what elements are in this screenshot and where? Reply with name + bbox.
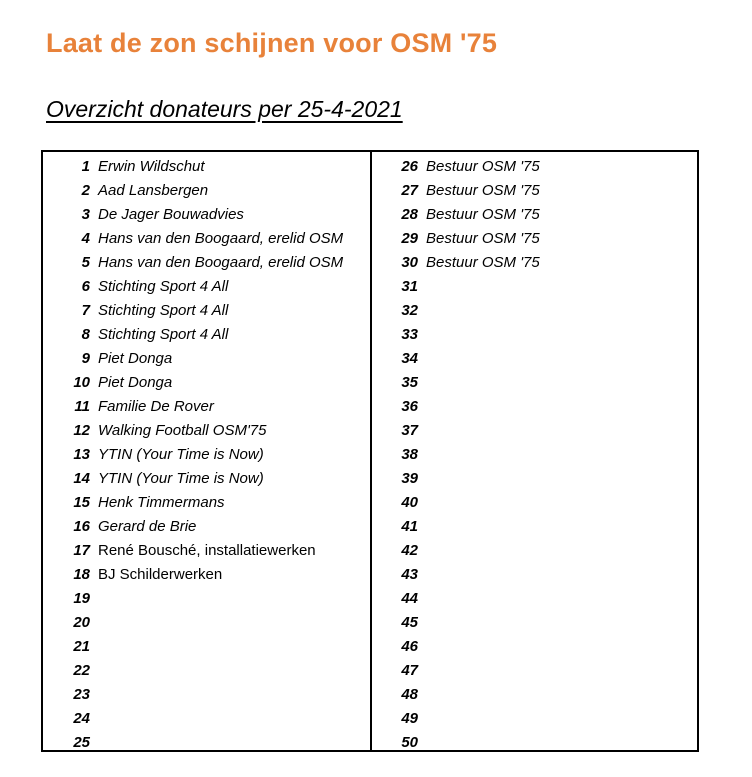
donor-number: 28 xyxy=(401,205,418,223)
donor-row xyxy=(372,226,697,250)
donor-number: 29 xyxy=(401,229,418,247)
donor-number: 48 xyxy=(401,685,418,703)
donor-row xyxy=(43,298,370,322)
donor-row xyxy=(372,634,697,658)
donor-number: 32 xyxy=(401,301,418,319)
donor-row xyxy=(372,610,697,634)
donor-number: 27 xyxy=(401,181,418,199)
donor-number: 7 xyxy=(81,301,90,319)
donor-row xyxy=(43,202,370,226)
donor-row xyxy=(43,682,370,706)
donor-name: Familie De Rover xyxy=(98,397,214,415)
donor-name: YTIN (Your Time is Now) xyxy=(98,469,264,487)
donor-row xyxy=(372,346,697,370)
donor-number: 40 xyxy=(401,493,418,511)
donor-row xyxy=(43,442,370,466)
donor-number: 36 xyxy=(401,397,418,415)
donor-row xyxy=(43,346,370,370)
donor-name: De Jager Bouwadvies xyxy=(98,205,244,223)
donor-row xyxy=(372,202,697,226)
donor-number: 33 xyxy=(401,325,418,343)
donor-name: Gerard de Brie xyxy=(98,517,197,535)
donor-name: Piet Donga xyxy=(98,373,173,391)
donor-name: Bestuur OSM '75 xyxy=(426,157,540,175)
donor-number: 31 xyxy=(401,277,418,295)
donor-number: 10 xyxy=(73,373,90,391)
donor-row xyxy=(43,394,370,418)
donor-name: Bestuur OSM '75 xyxy=(426,229,540,247)
donor-row xyxy=(372,682,697,706)
page-subtitle: Overzicht donateurs per 25-4-2021 xyxy=(46,96,403,122)
donor-row xyxy=(43,322,370,346)
donor-number: 39 xyxy=(401,469,418,487)
donor-number: 5 xyxy=(81,253,90,271)
donor-number: 23 xyxy=(73,685,90,703)
donor-number: 8 xyxy=(81,325,90,343)
donor-row xyxy=(372,418,697,442)
donor-number: 47 xyxy=(401,661,418,679)
donor-name: Bestuur OSM '75 xyxy=(426,205,540,223)
donor-name: Bestuur OSM '75 xyxy=(426,253,540,271)
donor-row xyxy=(372,514,697,538)
donor-row xyxy=(43,586,370,610)
donor-row xyxy=(372,274,697,298)
donor-number: 35 xyxy=(401,373,418,391)
donor-row xyxy=(43,274,370,298)
donor-number: 21 xyxy=(73,637,90,655)
donor-row xyxy=(372,178,697,202)
donor-number: 42 xyxy=(401,541,418,559)
donor-number: 4 xyxy=(81,229,90,247)
donor-number: 25 xyxy=(73,733,90,751)
donor-name: Aad Lansbergen xyxy=(98,181,209,199)
donor-row xyxy=(372,658,697,682)
donor-column-right xyxy=(372,152,697,750)
donor-row xyxy=(43,226,370,250)
donor-number: 14 xyxy=(73,469,90,487)
donor-name: Stichting Sport 4 All xyxy=(98,277,229,295)
donor-column-left xyxy=(43,152,372,750)
donor-number: 3 xyxy=(81,205,90,223)
donor-row xyxy=(372,706,697,730)
donor-name: Hans van den Boogaard, erelid OSM xyxy=(98,253,344,271)
donor-name: YTIN (Your Time is Now) xyxy=(98,445,264,463)
donor-row xyxy=(43,418,370,442)
donor-number: 1 xyxy=(81,157,90,175)
donor-row xyxy=(372,562,697,586)
donor-row xyxy=(372,370,697,394)
donor-name: Hans van den Boogaard, erelid OSM xyxy=(98,229,344,247)
donor-number: 12 xyxy=(73,421,90,439)
donor-number: 13 xyxy=(73,445,90,463)
donor-row xyxy=(43,154,370,178)
donor-number: 43 xyxy=(401,565,418,583)
donor-number: 19 xyxy=(73,589,90,607)
page-title: Laat de zon schijnen voor OSM '75 xyxy=(46,28,498,58)
donor-row xyxy=(43,490,370,514)
donor-name: Henk Timmermans xyxy=(98,493,225,511)
donor-number: 2 xyxy=(81,181,90,199)
donor-row xyxy=(372,322,697,346)
donor-row xyxy=(43,706,370,730)
donor-number: 26 xyxy=(401,157,418,175)
donor-name: Piet Donga xyxy=(98,349,173,367)
donor-row xyxy=(43,538,370,562)
donor-number: 24 xyxy=(73,709,90,727)
donor-name: Walking Football OSM'75 xyxy=(98,421,267,439)
donor-row xyxy=(372,394,697,418)
donor-name: Stichting Sport 4 All xyxy=(98,325,229,343)
donor-name: Bestuur OSM '75 xyxy=(426,181,540,199)
donor-name: Stichting Sport 4 All xyxy=(98,301,229,319)
donor-number: 44 xyxy=(401,589,418,607)
donor-row xyxy=(43,250,370,274)
donor-row xyxy=(43,730,370,754)
donor-number: 38 xyxy=(401,445,418,463)
donor-row xyxy=(43,466,370,490)
donor-number: 34 xyxy=(401,349,418,367)
donor-row xyxy=(372,442,697,466)
donor-number: 37 xyxy=(401,421,418,439)
donor-row xyxy=(372,730,697,754)
donor-row xyxy=(43,634,370,658)
donor-name: René Bousché, installatiewerken xyxy=(98,541,316,559)
donor-number: 17 xyxy=(73,541,90,559)
donor-row xyxy=(43,178,370,202)
donor-table xyxy=(41,150,699,752)
donor-number: 9 xyxy=(81,349,90,367)
donor-row xyxy=(372,538,697,562)
donor-row xyxy=(372,586,697,610)
donor-number: 22 xyxy=(73,661,90,679)
donor-row xyxy=(43,610,370,634)
donor-number: 20 xyxy=(73,613,90,631)
donor-number: 50 xyxy=(401,733,418,751)
donor-name: Erwin Wildschut xyxy=(98,157,205,175)
donor-row xyxy=(43,514,370,538)
donor-number: 16 xyxy=(73,517,90,535)
donor-row xyxy=(372,154,697,178)
donor-row xyxy=(372,466,697,490)
donor-number: 41 xyxy=(401,517,418,535)
donor-row xyxy=(372,250,697,274)
donor-number: 45 xyxy=(401,613,418,631)
donor-number: 18 xyxy=(73,565,90,583)
donor-row xyxy=(43,562,370,586)
donor-number: 6 xyxy=(81,277,90,295)
donor-row xyxy=(43,658,370,682)
donor-number: 11 xyxy=(74,397,90,415)
donor-number: 30 xyxy=(401,253,418,271)
donor-row xyxy=(372,298,697,322)
donor-name: BJ Schilderwerken xyxy=(98,565,223,583)
donor-row xyxy=(43,370,370,394)
donor-row xyxy=(372,490,697,514)
donor-number: 49 xyxy=(401,709,418,727)
donor-number: 15 xyxy=(73,493,90,511)
donor-number: 46 xyxy=(401,637,418,655)
